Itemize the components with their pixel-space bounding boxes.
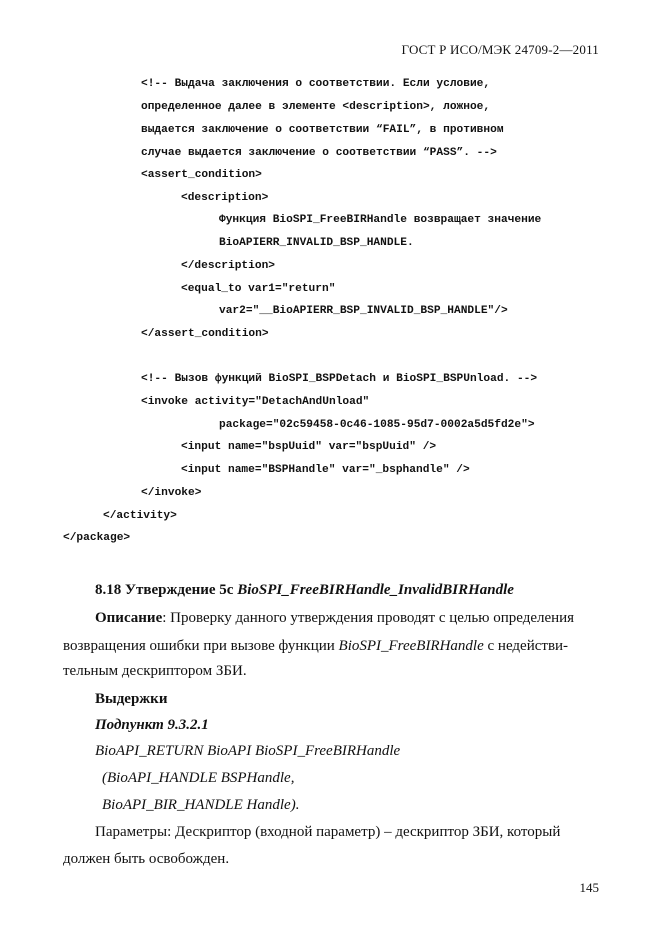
description-text: : Проверку данного утверждения проводят с целью определения xyxy=(162,610,575,626)
code-line: определенное далее в элементе <description>, ложное, xyxy=(141,101,491,113)
code-line: выдается заключение о соответствии “FAIL”, в противном xyxy=(141,124,504,136)
code-line: package="02c59458-0c46-1085-95d7-0002a5d5fd2e"> xyxy=(219,419,535,431)
code-line: <!-- Выдача заключения о соответствии. Если условие, xyxy=(141,78,491,90)
description-line-1 xyxy=(95,609,598,627)
code-line: var2="__BioAPIERR_BSP_INVALID_BSP_HANDLE"/> xyxy=(219,305,508,317)
description-label: Описание xyxy=(95,610,163,626)
page-number: 145 xyxy=(579,880,599,895)
code-line: Функция BioSPI_FreeBIRHandle возвращает значение xyxy=(219,214,542,226)
function-name: BioSPI_FreeBIRHandle xyxy=(338,638,484,654)
description-line-3: тельным дескриптором ЗБИ. xyxy=(63,663,247,679)
code-line: BioAPIERR_INVALID_BSP_HANDLE. xyxy=(219,237,414,249)
description-text: возвращения ошибки при вызове функции xyxy=(63,638,339,654)
excerpts-label: Выдержки xyxy=(95,691,168,707)
signature-line-1: BioAPI_RETURN BioAPI BioSPI_FreeBIRHandle xyxy=(95,743,401,759)
code-line: <!-- Вызов функций BioSPI_BSPDetach и BioSPI_BSPUnload. --> xyxy=(141,373,538,385)
signature-line-3: BioAPI_BIR_HANDLE Handle). xyxy=(102,797,300,813)
code-line: <description> xyxy=(181,192,269,204)
code-line: <input name="BSPHandle" var="_bsphandle" /> xyxy=(181,464,470,476)
code-line: случае выдается заключение о соответствии “PASS”. --> xyxy=(141,147,497,159)
code-line: </assert_condition> xyxy=(141,328,269,340)
code-line: <input name="bspUuid" var="bspUuid" /> xyxy=(181,441,437,453)
code-line: </package> xyxy=(63,532,131,544)
parameters-line-1: Параметры: Дескриптор (входной параметр) – дескриптор ЗБИ, который xyxy=(95,824,561,840)
standard-header: ГОСТ Р ИСО/МЭК 24709-2—2011 xyxy=(401,42,599,57)
signature-line-2: (BioAPI_HANDLE BSPHandle, xyxy=(102,770,295,786)
subclause-label: Подпункт 9.3.2.1 xyxy=(95,717,209,733)
code-line: </activity> xyxy=(103,510,177,522)
parameters-line-2: должен быть освобожден. xyxy=(63,851,230,867)
code-line: </invoke> xyxy=(141,487,202,499)
code-line: </description> xyxy=(181,260,275,272)
description-line-2 xyxy=(63,637,568,655)
section-title-function: BioSPI_FreeBIRHandle_InvalidBIRHandle xyxy=(237,582,514,598)
section-title: Утверждение 5с xyxy=(125,582,234,598)
description-text: с недействи- xyxy=(483,638,569,654)
code-line: <equal_to var1="return" xyxy=(181,283,336,295)
section-number: 8.18 xyxy=(95,582,122,598)
code-line: <assert_condition> xyxy=(141,169,262,181)
code-line: <invoke activity="DetachAndUnload" xyxy=(141,396,370,408)
section-heading xyxy=(95,581,514,599)
